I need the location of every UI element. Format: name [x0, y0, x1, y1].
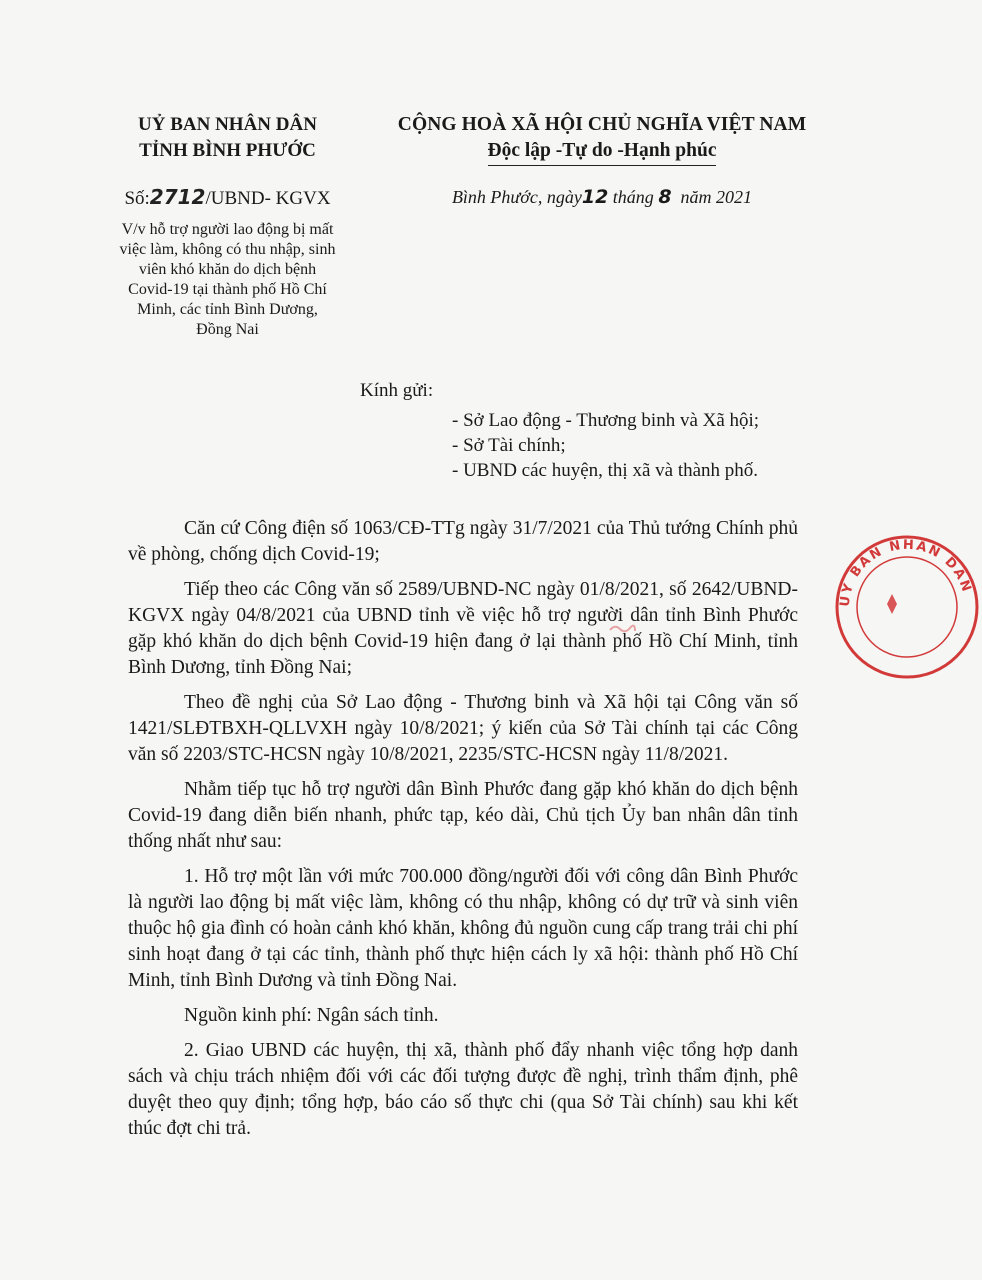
issuer-name-line2: TỈNH BÌNH PHƯỚC	[139, 140, 316, 161]
document-subject: V/v hỗ trợ người lao động bị mất việc làm, không có thu nhập, sinh viên khó khăn do dịch bệnh Covid-19 tại thành phố Hồ Chí Minh, các tỉnh Bình Dương, Đồng Nai	[119, 221, 336, 338]
issuer-block	[100, 112, 355, 340]
seal-lettering	[836, 538, 975, 608]
date-day-handwritten: 12	[581, 186, 609, 208]
seal-lettering-path: ỦY BAN NHÂN DÂN	[837, 537, 975, 608]
document-number-handwritten: 2712	[149, 185, 206, 209]
red-ink-smudge	[608, 622, 636, 636]
date-year: năm 2021	[680, 187, 753, 207]
national-motto: Độc lập -Tự do -Hạnh phúc	[488, 138, 717, 166]
national-header	[362, 112, 842, 208]
document-body	[128, 516, 798, 1151]
recipient-item: - Sở Tài chính;	[452, 435, 566, 456]
body-paragraph: Căn cứ Công điện số 1063/CĐ-TTg ngày 31/7/2021 của Thủ tướng Chính phủ về phòng, chống dịch Covid-19;	[128, 518, 798, 565]
body-paragraph: 2. Giao UBND các huyện, thị xã, thành phố đẩy nhanh việc tổng hợp danh sách và chịu trách nhiệm đối với các đối tượng được đề nghị, trình thẩm định, phê duyệt theo quy định; tổng hợp, báo cáo số thực chi (qua Sở Tài chính) sau khi kết thúc đợt chi trả.	[128, 1040, 798, 1139]
date-month-handwritten: 8	[658, 186, 672, 208]
body-paragraph: Nguồn kinh phí: Ngân sách tỉnh.	[184, 1005, 439, 1026]
recipient-list	[452, 408, 759, 483]
date-month-label: tháng	[612, 187, 654, 207]
body-paragraph: Tiếp theo các Công văn số 2589/UBND-NC ngày 01/8/2021, số 2642/UBND-KGVX ngày 04/8/2021 của UBND tỉnh về việc hỗ trợ người dân tỉnh Bình Phước gặp khó khăn do dịch bệnh Covid-19 hiện đang ở lại thành phố Hồ Chí Minh, tỉnh Bình Dương, tỉnh Đồng Nai;	[128, 579, 798, 678]
recipient-item: - Sở Lao động - Thương binh và Xã hội;	[452, 410, 760, 431]
document-date	[362, 186, 842, 208]
issuer-name-line1: UỶ BAN NHÂN DÂN	[138, 114, 317, 135]
red-seal-stamp	[832, 532, 982, 682]
body-paragraph: Nhằm tiếp tục hỗ trợ người dân Bình Phước đang gặp khó khăn do dịch bệnh Covid-19 đang diễn biến nhanh, phức tạp, kéo dài, Chủ tịch Ủy ban nhân dân tỉnh thống nhất như sau:	[128, 779, 798, 852]
body-paragraph: 1. Hỗ trợ một lần với mức 700.000 đồng/người đối với công dân Bình Phước là người lao động bị mất việc làm, không có thu nhập, không có dự trữ và sinh viên thuộc hộ gia đình có hoàn cảnh khó khăn, không đủ nguồn cung cấp trang trải chi phí sinh hoạt đang ở tại các tỉnh, thành phố thực hiện cách ly xã hội: thành phố Hồ Chí Minh, tỉnh Bình Dương và tỉnh Đồng Nai.	[128, 866, 798, 991]
recipient-item: - UBND các huyện, thị xã và thành phố.	[452, 460, 759, 481]
body-paragraph: Theo đề nghị của Sở Lao động - Thương binh và Xã hội tại Công văn số 1421/SLĐTBXH-QLLVXH ngày 10/8/2021; ý kiến của Sở Tài chính tại các Công văn số 2203/STC-HCSN ngày 10/8/2021, 2235/STC-HCSN ngày 11/8/2021.	[128, 692, 798, 765]
document-number-suffix: /UBND- KGVX	[205, 188, 331, 209]
document-number-prefix: Số:	[124, 188, 150, 209]
date-place: Bình Phước, ngày	[451, 187, 582, 207]
greeting: Kính gửi:	[360, 380, 434, 401]
document-number	[100, 185, 355, 210]
national-title: CỘNG HOÀ XÃ HỘI CHỦ NGHĨA VIỆT NAM	[397, 114, 807, 135]
